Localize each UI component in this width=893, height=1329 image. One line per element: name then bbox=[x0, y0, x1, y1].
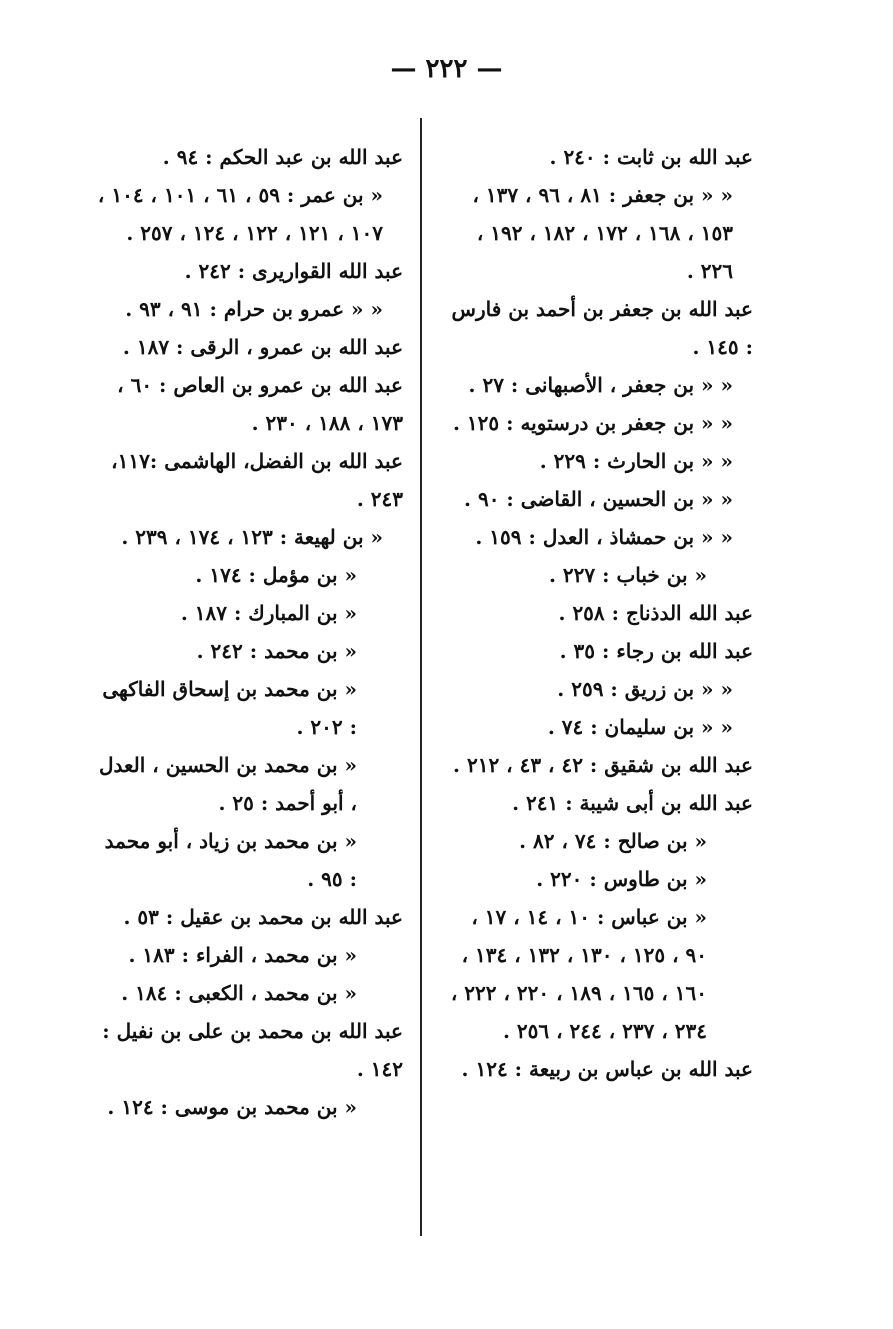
index-entry: « بن المبارك : ١٨٧ . bbox=[180, 601, 357, 625]
index-entry: عبد الله بن رجاء : ٣٥ . bbox=[559, 639, 753, 663]
index-entry: « بن صالح : ٧٤ ، ٨٢ . bbox=[519, 829, 707, 853]
index-entry: « بن محمد ، الكعبى : ١٨٤ . bbox=[121, 981, 357, 1005]
index-entry: عبد الله بن جعفر بن أحمد بن فارس : ١٤٥ . bbox=[451, 297, 753, 359]
index-entry: « « عمرو بن حرام : ٩١ ، ٩٣ . bbox=[125, 297, 383, 321]
index-entry: عبد الله بن ثابت : ٢٤٠ . bbox=[549, 145, 753, 169]
index-entry: « بن عمر : ٥٩ ، ٦١ ، ١٠١ ، ١٠٤ ، ١٠٧ ، ١٢١ ، ١٢٢ ، ١٢٤ ، ٢٥٧ . bbox=[97, 183, 383, 245]
index-entry: « « بن سليمان : ٧٤ . bbox=[547, 715, 733, 739]
index-entry: « بن لهيعة : ١٢٣ ، ١٧٤ ، ٢٣٩ . bbox=[121, 525, 383, 549]
index-entry: « « بن الحارث : ٢٢٩ . bbox=[539, 449, 733, 473]
index-column-left bbox=[93, 138, 403, 1126]
index-entry: « بن طاوس : ٢٢٠ . bbox=[536, 867, 707, 891]
page-number: — ٢٢٢ — bbox=[390, 54, 503, 84]
index-entry: عبد الله بن عمرو ، الرقى : ١٨٧ . bbox=[122, 335, 403, 359]
index-entry: عبد الله بن عباس بن ربيعة : ١٢٤ . bbox=[461, 1057, 753, 1081]
index-entry: عبد الله بن محمد بن على بن نفيل : ١٤٢ . bbox=[102, 1019, 403, 1081]
index-entry: « بن محمد بن موسى : ١٢٤ . bbox=[107, 1095, 357, 1119]
column-divider bbox=[420, 118, 422, 1236]
index-entry: « بن خباب : ٢٢٧ . bbox=[548, 563, 707, 587]
index-entry: عبد الله بن الفضل، الهاشمى :١١٧، ٢٤٣ . bbox=[111, 449, 403, 511]
index-entry: عبد الله بن محمد بن عقيل : ٥٣ . bbox=[123, 905, 403, 929]
index-entry: « بن محمد بن إسحاق الفاكهى : ٢٠٢ . bbox=[102, 677, 357, 739]
index-entry: عبد الله بن شقيق : ٤٢ ، ٤٣ ، ٢١٢ . bbox=[453, 753, 753, 777]
index-entry: « « بن الحسين ، القاضى : ٩٠ . bbox=[464, 487, 733, 511]
index-entry: « بن مؤمل : ١٧٤ . bbox=[195, 563, 357, 587]
index-entry: « « بن جعفر بن درستويه : ١٢٥ . bbox=[452, 411, 733, 435]
index-entry: عبد الله بن أبى شيبة : ٢٤١ . bbox=[512, 791, 753, 815]
index-entry: « بن محمد بن زياد ، أبو محمد : ٩٥ . bbox=[104, 829, 357, 891]
index-entry: « « بن جعفر : ٨١ ، ٩٦ ، ١٣٧ ، ١٥٣ ، ١٦٨ ، ١٧٢ ، ١٨٢ ، ١٩٢ ، ٢٢٦ . bbox=[472, 183, 733, 283]
index-entry: « بن عباس : ١٠ ، ١٤ ، ١٧ ، ٩٠ ، ١٢٥ ، ١٣٠ ، ١٣٢ ، ١٣٤ ، ١٦٠ ، ١٦٥ ، ١٨٩ ، ٢٢٠ ، ٢٢٢ ، ٢٣٤ ، ٢٣٧ ، ٢٤٤ ، ٢٥٦ . bbox=[450, 905, 707, 1043]
index-entry: « بن محمد بن الحسين ، العدل ، أبو أحمد : ٢٥ . bbox=[99, 753, 357, 815]
index-entry: « بن محمد ، الفراء : ١٨٣ . bbox=[128, 943, 357, 967]
index-entry: « بن محمد : ٢٤٢ . bbox=[196, 639, 357, 663]
index-entry: عبد الله بن عبد الحكم : ٩٤ . bbox=[162, 145, 403, 169]
index-column-right bbox=[443, 138, 753, 1088]
index-entry: « « بن زريق : ٢٥٩ . bbox=[557, 677, 733, 701]
index-entry: عبد الله الدذناج : ٢٥٨ . bbox=[558, 601, 753, 625]
index-entry: عبد الله القواريرى : ٢٤٢ . bbox=[184, 259, 403, 283]
index-entry: « « بن حمشاذ ، العدل : ١٥٩ . bbox=[475, 525, 733, 549]
index-entry: عبد الله بن عمرو بن العاص : ٦٠ ، ١٧٣ ، ١٨٨ ، ٢٣٠ . bbox=[117, 373, 403, 435]
index-entry: « « بن جعفر ، الأصبهانى : ٢٧ . bbox=[468, 373, 733, 397]
